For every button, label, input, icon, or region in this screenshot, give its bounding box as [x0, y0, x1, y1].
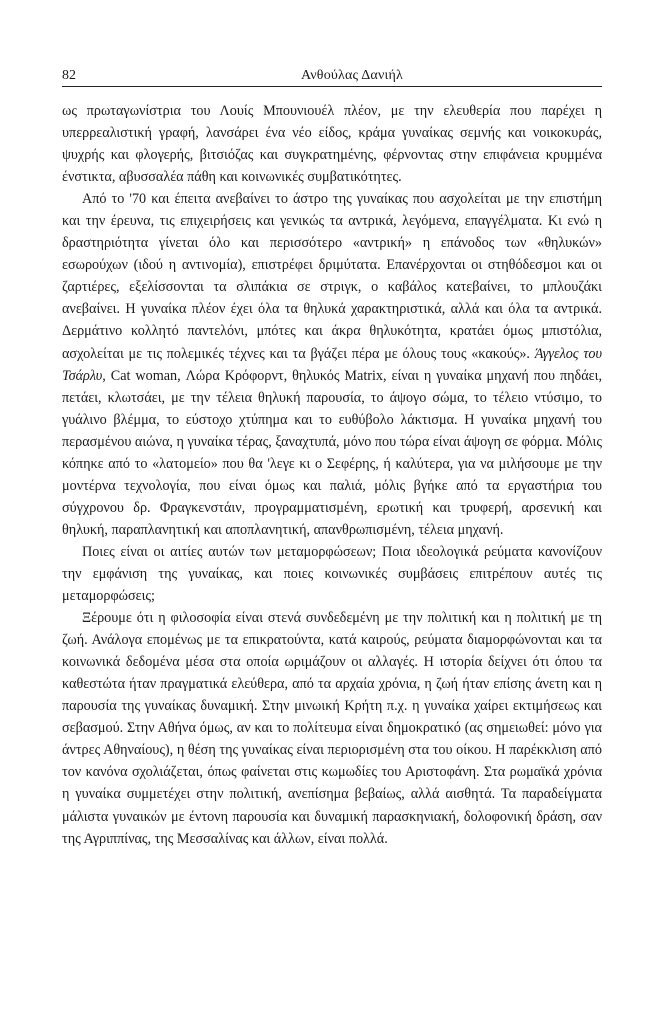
paragraph-text: Από το '70 και έπειτα ανεβαίνει το άστρο της γυναίκας που ασχολείται με την επιστήμη και την έρευνα, τις επιχειρήσεις και γενικώς τα αντρικά, λεγόμενα, επαγγέλματα. Κι ενώ η δραστηριότητα γίνεται όλο και περισσότερο «αντρική» η επάνοδος των «θηλυκών» εσωρούχων (ιδού η αντινομία), επιστρέφει δριμύτατα. Επανέρχονται οι στηθόδεσμοι και οι ζαρτιέρες, εξελίσσονται τα σλιπάκια σε στριγκ, ο καβάλος κατεβαίνει, το μπλουζάκι ανεβαίνει. Η γυναίκα πλέον έχει όλα τα θηλυκά χαρακτηριστικά, αλλά και όλα τα αντρικά. Δερμάτινο κολλητό παντελόνι, μπότες και άκρα θηλυκότητα, κρατάει όμως μπιστόλια, ασχολείται με τις πολεμικές τέχνες και τα βγάζει πέρα με όλους τους «κακούς». [62, 191, 602, 362]
body-text [62, 100, 602, 850]
paragraph: ως πρωταγωνίστρια του Λουίς Μπουνιουέλ πλέον, με την ελευθερία που παρέχει η υπερρεαλιστική γραφή, λανσάρει ένα νέο είδος, κράμα γυναίκας σεμνής και νοικοκυράς, ψυχρής και φλογερής, βιτσιόζας και συγκρατημένης, φέρνοντας στην επιφάνεια κρυμμένα ένστικτα, αβυσσαλέα πάθη και κοινωνικές συμβατικότητες. [62, 103, 602, 186]
page-number: 82 [62, 68, 76, 83]
page-header [62, 62, 602, 87]
running-head: Ανθούλας Δανιήλ [301, 68, 403, 83]
paragraph: Ξέρουμε ότι η φιλοσοφία είναι στενά συνδεδεμένη με την πολιτική και η πολιτική με τη ζωή. Ανάλογα επομένως με τα επικρατούντα, κατά καιρούς, ρεύματα διαμορφώνονται και τα κοινωνικά δεδομένα μέσα στα οποία ωριμάζουν οι αλλαγές. Η ιστορία δείχνει ότι όπου τα καθεστώτα ήταν πραγματικά ελεύθερα, από τα αρχαία χρόνια, η ζωή ήταν επίσης άνετη και η παρουσία της γυναίκας δυναμική. Στην μινωική Κρήτη π.χ. η γυναίκα χαίρει εκτιμήσεως και σεβασμού. Στην Αθήνα όμως, αν και το πολίτευμα είναι δημοκρατικό (ας σημειωθεί: μόνο για άντρες Αθηναίους), η θέση της γυναίκας είναι περιορισμένη στα του οίκου. Η παρέκκλιση από τον κανόνα σχολιάζεται, όπως φαίνεται στις κωμωδίες του Αριστοφάνη. Στα ρωμαϊκά χρόνια η γυναίκα συμμετέχει στην πολιτική, ανεπίσημα βεβαίως, αλλά αισθητά. Τα παραδείγματα μάλιστα γυναικών με έντονη παρουσία και δυναμική παρασκηνιακή, δολοφονική δράση, σαν της Αγριππίνας, της Μεσσαλίνας και άλλων, είναι πολλά. [62, 610, 602, 847]
paragraph [62, 188, 602, 541]
paragraph: Ποιες είναι οι αιτίες αυτών των μεταμορφώσεων; Ποια ιδεολογικά ρεύματα κανονίζουν την εμφάνιση της γυναίκας, και ποιες κοινωνικές συμβάσεις επιτρέπουν αυτές τις μεταμορφώσεις; [62, 543, 602, 605]
italic-title: Άγγελος του Τσάρλυ, [62, 345, 603, 384]
paragraph-text: Cat woman, Λώρα Κρόφορντ, θηλυκός Matrix, είναι η γυναίκα μηχανή που πηδάει, πετάει, κλωτσάει, με την τέλεια θηλυκή παρουσία, το άψογο σώμα, το τέλειο ντύσιμο, το γυάλινο βλέμμα, το εύστοχο χτύπημα και το ευθύβολο λάκτισμα. Η γυναίκα μηχανή του περασμένου αιώνα, η γυναίκα τέρας, ξαναχτυπά, μόνο που τώρα είναι άψογη σε φόρμα. Μόλις κόπηκε από το «λατομείο» που θα 'λεγε κι ο Σεφέρης, ή καλύτερα, για να μιλήσουμε με την μοντέρνα τεχνολογία, που είναι όμως και παλιά, μόλις βγήκε από τα εργαστήρια του σύγχρονου δρ. Φραγκενστάιν, προγραμματισμένη, ερωτική και τρυφερή, αρσενική και θηλυκή, παραπλανητική και αποπλανητική, απανθρωπισμένη, τέλεια μηχανή. [62, 367, 602, 538]
